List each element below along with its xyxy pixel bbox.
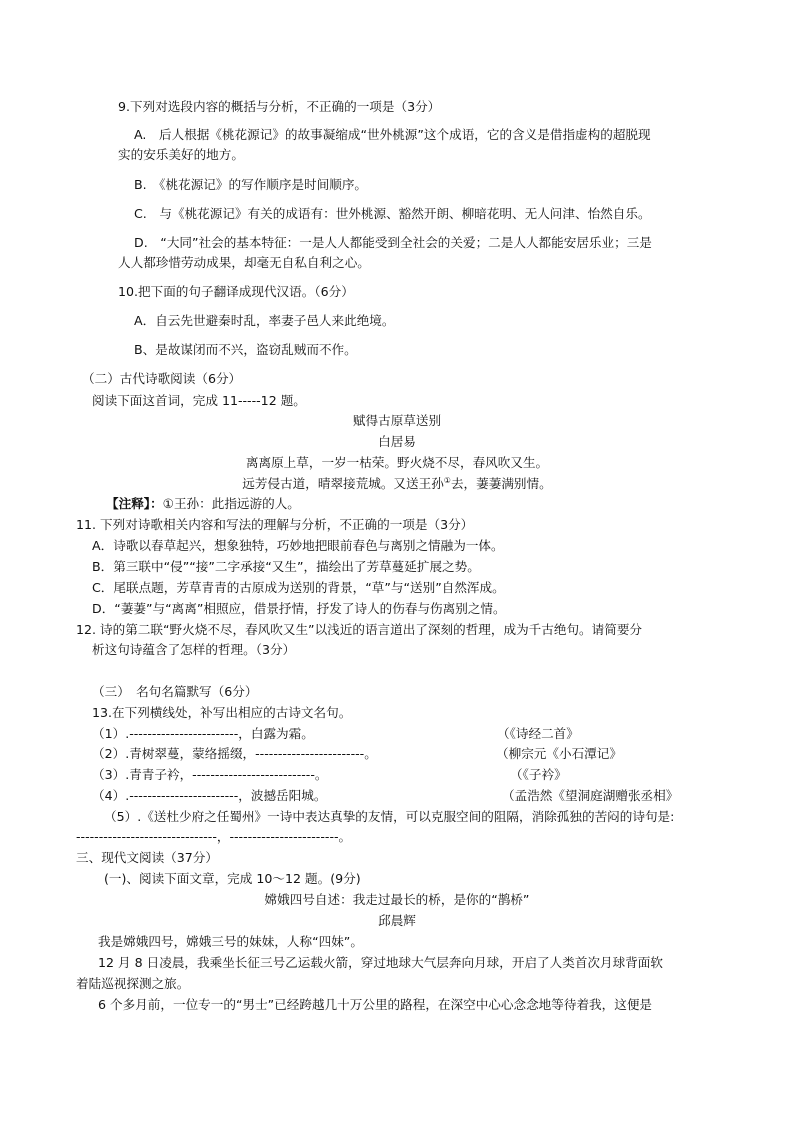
recite-item-2: （2）.青树翠蔓，蒙络摇缀，------------------------。 bbox=[92, 746, 377, 761]
q12-line1: 12. 诗的第二联“野火烧不尽，春风吹又生”以浅近的语言道出了深刻的哲理，成为千古绝句。请简要分 bbox=[76, 622, 643, 637]
q9-option-a-line2: 实的安乐美好的地方。 bbox=[118, 147, 244, 162]
recite-item-3-source: （《子衿》 bbox=[510, 767, 567, 782]
article-para-2-line2: 着陆巡视探测之旅。 bbox=[76, 976, 190, 991]
recite-item-5-line2: -------------------------------，------------------------。 bbox=[76, 829, 352, 844]
modern-heading: 三、现代文阅读（37分） bbox=[76, 850, 218, 865]
article-para-2-line1: 12 月 8 日凌晨，我乘坐长征三号乙运载火箭，穿过地球大气层奔向月球，开启了人类首次月球背面软 bbox=[98, 955, 663, 970]
note-label: 【注释】： bbox=[106, 496, 163, 511]
recite-stem: 13.在下列横线处，补写出相应的古诗文名句。 bbox=[92, 705, 352, 720]
q9-option-c: C. 与《桃花源记》有关的成语有：世外桃源、豁然开朗、柳暗花明、无人问津、怡然自乐。 bbox=[134, 206, 651, 221]
poetry-heading: （二）古代诗歌阅读（6分） bbox=[82, 371, 242, 386]
recite-heading: （三） 名句名篇默写（6分） bbox=[92, 684, 258, 699]
article-title: 嫦娥四号自述：我走过最长的桥，是你的“鹊桥” bbox=[264, 892, 530, 907]
q9-option-d-line1: D. “大同”社会的基本特征：一是人人都能受到全社会的关爱；二是人人都能安居乐业；三是 bbox=[134, 235, 652, 250]
poem-line-2-part2: 去，萋萋满别情。 bbox=[450, 476, 552, 491]
recite-item-4-source: （孟浩然《望洞庭湖赠张丞相》 bbox=[502, 788, 679, 803]
article-author: 邱晨辉 bbox=[378, 913, 416, 928]
recite-item-1: （1）.------------------------，白露为霜。 bbox=[92, 726, 314, 741]
q10-sentence-a: A．自云先世避秦时乱，率妻子邑人来此绝境。 bbox=[134, 313, 395, 328]
q10-stem: 10.把下面的句子翻译成现代汉语。（6分） bbox=[118, 284, 354, 299]
q10-sentence-b: B、是故谋闭而不兴，盗窃乱贼而不作。 bbox=[134, 342, 357, 357]
poem-note bbox=[106, 495, 300, 513]
article-para-1: 我是嫦娥四号，嫦娥三号的妹妹，人称“四妹”。 bbox=[98, 934, 363, 949]
modern-subheading: (一)、阅读下面文章，完成 10～12 题。(9分) bbox=[104, 871, 361, 886]
q11-option-d: D．“萋萋”与“离离”相照应，借景抒情，抒发了诗人的伤春与伤离别之情。 bbox=[92, 601, 506, 616]
poetry-intro: 阅读下面这首词，完成 11-----12 题。 bbox=[92, 393, 306, 408]
q11-option-b: B．第三联中“侵”“接”二字承接“又生”，描绘出了芳草蔓延扩展之势。 bbox=[92, 559, 480, 574]
q9-option-b: B. 《桃花源记》的写作顺序是时间顺序。 bbox=[134, 177, 368, 192]
footnote-marker: ① bbox=[443, 475, 451, 485]
q11-option-a: A．诗歌以春草起兴，想象独特，巧妙地把眼前春色与离别之情融为一体。 bbox=[92, 538, 504, 553]
poem-title: 赋得古原草送别 bbox=[352, 413, 442, 428]
q11-option-c: C．尾联点题，芳草青青的古原成为送别的背景，“草”与“送别”自然浑成。 bbox=[92, 580, 505, 595]
q9-option-d-line2: 人人都珍惜劳动成果，却毫无自私自利之心。 bbox=[118, 255, 370, 270]
recite-item-2-source: （柳宗元《小石潭记》 bbox=[496, 746, 622, 761]
poem-line-2-part1: 远芳侵古道，晴翠接荒城。又送王孙 bbox=[242, 476, 444, 491]
q9-stem: 9.下列对选段内容的概括与分析，不正确的一项是（3分） bbox=[118, 99, 441, 114]
article-para-3-line1: 6 个多月前，一位专一的“男士”已经跨越几十万公里的路程，在深空中心心念念地等待着我，这便是 bbox=[98, 997, 653, 1012]
poem-line-1: 离离原上草，一岁一枯荣。野火烧不尽，春风吹又生。 bbox=[245, 455, 549, 470]
poem-line-2 bbox=[0, 475, 794, 493]
recite-item-5-line1: （5）.《送杜少府之任蜀州》一诗中表达真挚的友情，可以克服空间的阻隔，消除孤独的苦闷的诗句是: bbox=[104, 809, 675, 824]
recite-item-3: （3）.青青子衿，---------------------------。 bbox=[92, 767, 328, 782]
note-text: ①王孙：此指远游的人。 bbox=[162, 496, 300, 511]
q12-line2: 析这句诗蕴含了怎样的哲理。（3分） bbox=[92, 642, 296, 657]
recite-item-1-source: （《诗经二首》 bbox=[497, 726, 579, 741]
q9-option-a-line1: A. 后人根据《桃花源记》的故事凝缩成“世外桃源”这个成语，它的含义是借指虚构的超脱现 bbox=[134, 127, 651, 142]
poem-author: 白居易 bbox=[378, 434, 416, 449]
recite-item-4: （4）.------------------------，波撼岳阳城。 bbox=[92, 788, 327, 803]
q11-stem: 11. 下列对诗歌相关内容和写法的理解与分析，不正确的一项是（3分） bbox=[76, 517, 474, 532]
